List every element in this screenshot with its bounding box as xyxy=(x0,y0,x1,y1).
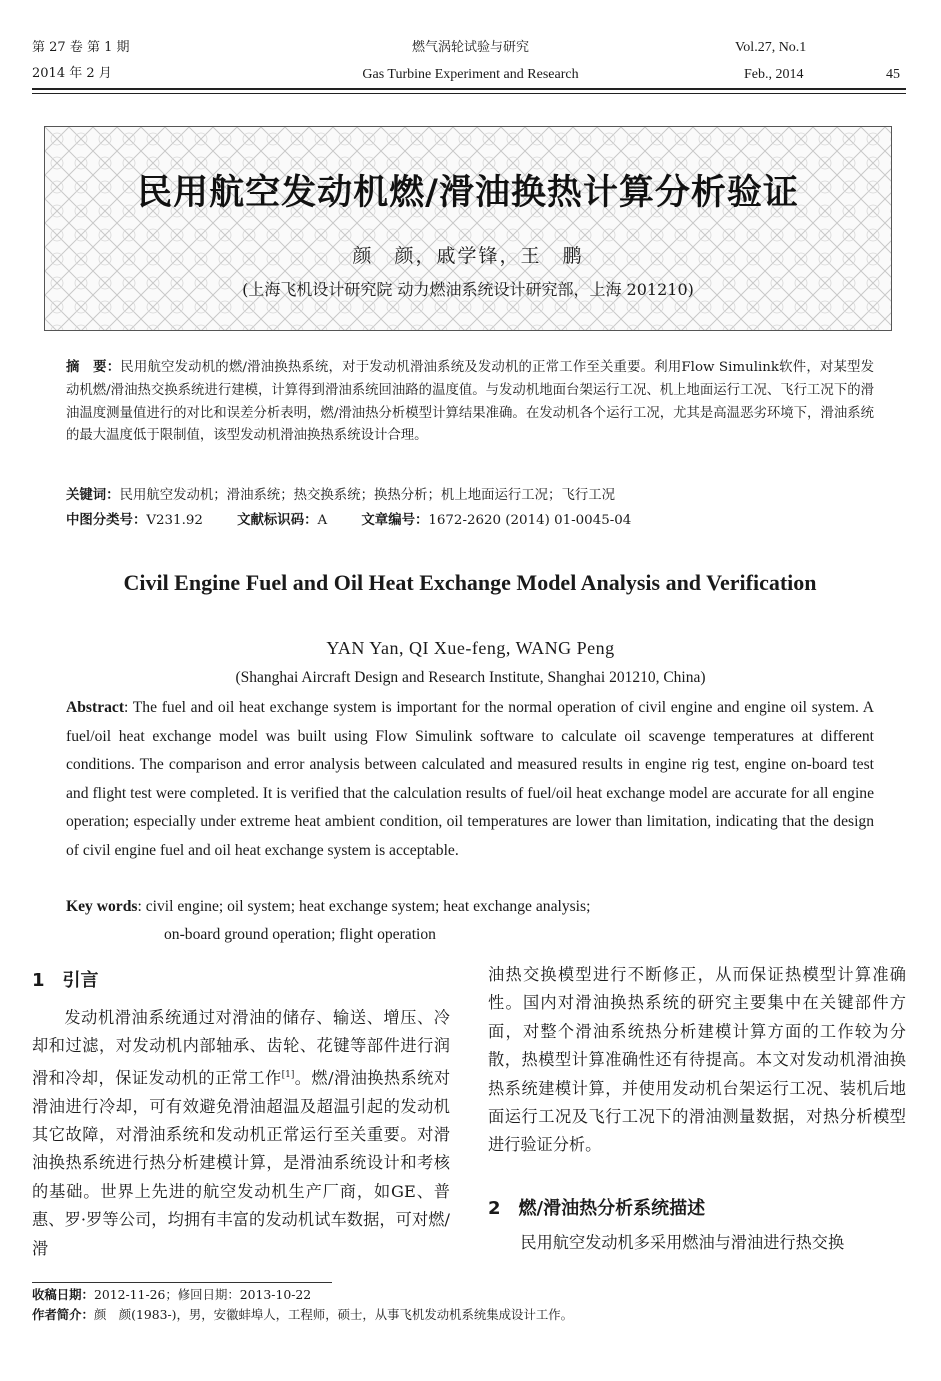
received-label: 收稿日期： xyxy=(32,1287,94,1302)
volume-issue-en: Vol.27, No.1 xyxy=(735,40,807,55)
section-1-para-2: 油热交换模型进行不断修正，从而保证热模型计算准确性。国内对滑油换热系统的研究主要集中在关键部件方面，对整个滑油系统热分析建模计算方面的工作较为分散，热模型计算准确性还有待提高。本文对发动机滑油换热系统建模计算，并使用发动机台架运行工况、装机后地面运行工况及飞行工况下的滑油测量数据，对热分析模型进行验证分析。 xyxy=(488,965,906,1155)
classification-line xyxy=(66,510,631,532)
keywords-en-label: Key words xyxy=(66,898,138,915)
abstract-cn-label: 摘 要： xyxy=(66,360,121,375)
doc-code-label: 文献标识码： xyxy=(237,513,318,528)
clc-label: 中图分类号： xyxy=(66,513,147,528)
authors-en: YAN Yan, QI Xue-feng, WANG Peng xyxy=(326,638,615,658)
abstract-cn xyxy=(66,357,874,448)
abstract-en-label: Abstract xyxy=(66,699,125,716)
paper-title-cn: 民用航空发动机燃/滑油换热计算分析验证 xyxy=(137,173,799,213)
doc-code-value: A xyxy=(317,513,328,528)
date-en: Feb., 2014 xyxy=(744,67,804,82)
date-cn: 2014 年 2 月 xyxy=(32,66,112,81)
section-2-heading: 2 燃/滑油热分析系统描述 xyxy=(488,1198,706,1219)
journal-name-cn: 燃气涡轮试验与研究 xyxy=(411,40,529,55)
keywords-en-line1 xyxy=(66,893,590,922)
abstract-cn-text: 民用航空发动机的燃/滑油换热系统，对于发动机滑油系统及发动机的正常工作至关重要。利用Flow Simulink软件，对某型发动机燃/滑油热交换系统进行建模，计算得到滑油系统回油路的温度值。与发动机地面台架运行工况、机上地面运行工况、飞行工况下的滑油温度测量值进行的对比和误差分析表明，燃/滑油热分析模型计算结果准确。在发动机各个运行工况，尤其是高温恶劣环境下，滑油系统的最大温度低于限制值，该型发动机滑油换热系统设计合理。 xyxy=(66,360,875,444)
affiliation-cn: (上海飞机设计研究院 动力燃油系统设计研究部，上海 201210) xyxy=(242,280,694,299)
keywords-cn-text: 民用航空发动机；滑油系统；热交换系统；换热分析；机上地面运行工况；飞行工况 xyxy=(119,488,616,503)
authors-cn: 颜 颜，戚学锋，王 鹏 xyxy=(352,245,584,267)
article-number-label: 文章编号： xyxy=(361,513,429,528)
abstract-en xyxy=(66,694,874,866)
paper-title-en: Civil Engine Fuel and Oil Heat Exchange Model Analysis and Verification xyxy=(123,570,817,595)
section-1-para-1-cont: 。燃/滑油换热系统对滑油进行冷却，可有效避免滑油超温及超温引起的发动机其它故障，对滑油系统和发动机正常运行至关重要。对滑油换热系统进行热分析建模计算，是滑油系统设计和考核的基础。世界上先进的航空发动机生产厂商，如GE、普惠、罗·罗等公司，均拥有丰富的发动机试车数据，可对燃/滑 xyxy=(32,1068,451,1258)
section-1-heading: 1 引言 xyxy=(32,970,99,991)
author-bio: 颜 颜(1983-)，男，安徽蚌埠人，工程师，硕士，从事飞机发动机系统集成设计工作。 xyxy=(93,1307,574,1322)
section-2-para-1: 民用航空发动机多采用燃油与滑油进行热交换 xyxy=(520,1233,845,1252)
citation-ref-1: [1] xyxy=(281,1069,295,1080)
keywords-en-text-1: : civil engine; oil system; heat exchange system; heat exchange analysis; xyxy=(137,898,591,915)
keywords-cn-label: 关键词： xyxy=(66,488,120,503)
title-box xyxy=(44,126,892,331)
journal-name-en: Gas Turbine Experiment and Research xyxy=(362,67,579,82)
keywords-cn xyxy=(66,485,615,507)
header-rule-thick xyxy=(32,88,906,90)
author-bio-label: 作者简介： xyxy=(32,1307,94,1322)
section-1-para-1-text: 发动机滑油系统通过对滑油的储存、输送、增压、冷却和过滤，对发动机内部轴承、齿轮、花键等部件进行润滑和冷却，保证发动机的正常工作 xyxy=(32,1008,450,1088)
footnote-received xyxy=(32,1286,311,1304)
page-number: 45 xyxy=(886,67,900,82)
received-dates: 2012-11-26；修回日期：2013-10-22 xyxy=(93,1287,312,1302)
article-number-value: 1672-2620 (2014) 01-0045-04 xyxy=(428,513,632,528)
section-1-para-1 xyxy=(32,1004,450,1263)
keywords-en-line2: on-board ground operation; flight operation xyxy=(164,926,436,943)
header-rule-thin xyxy=(32,93,906,94)
footnote-rule xyxy=(32,1282,332,1283)
volume-issue-cn: 第 27 卷 第 1 期 xyxy=(32,40,130,55)
lattice-background xyxy=(45,127,892,331)
footnote-author xyxy=(32,1306,573,1324)
abstract-en-text: : The fuel and oil heat exchange system is important for the normal operation of civil engine and engine oil system. A fuel/oil heat exchange model was built using Flow Simulink software to calculate oil scavenge temperatures at different conditions. The comparison and error analysis between calculated and measured results in engine rig test, engine on-board test and flight test were completed. It is verified that the calculation results of fuel/oil heat exchange model are accurate for all engine operation; especially under extreme heat ambient condition, oil temperatures are lower than limitation, indicating that the design of civil engine fuel and oil heat exchange system is acceptable. xyxy=(66,699,874,859)
affiliation-en: (Shanghai Aircraft Design and Research Institute, Shanghai 201210, China) xyxy=(235,669,706,686)
clc-value: V231.92 xyxy=(146,513,203,528)
